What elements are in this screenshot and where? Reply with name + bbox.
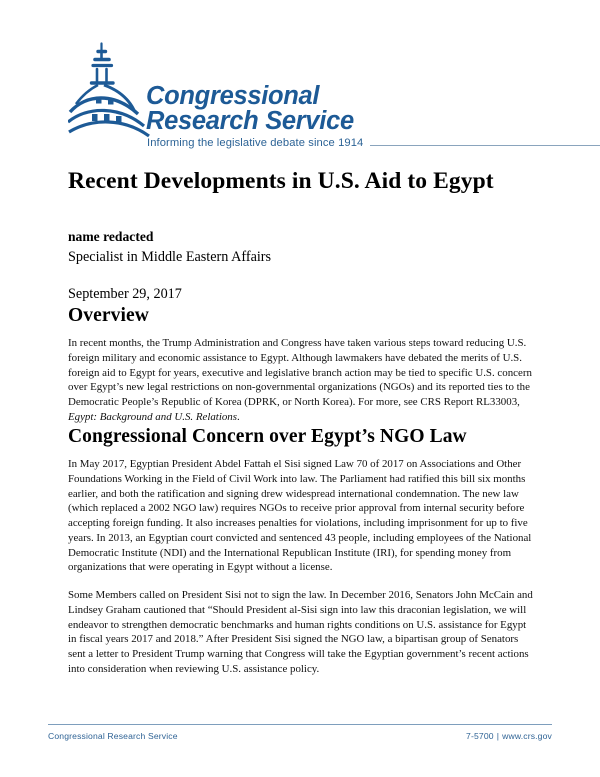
- footer-rule: [48, 724, 552, 725]
- capitol-dome-icon: [68, 40, 154, 140]
- masthead-tagline-row: [147, 137, 600, 149]
- overview-report-title: Egypt: Background and U.S. Relations: [68, 410, 237, 423]
- masthead-rule: [370, 145, 600, 146]
- overview-paragraph-text: In recent months, the Trump Administration and Congress have taken various steps toward reducing U.S. foreign military and economic assistance to Egypt. Although lawmakers have debated the merits of U.S. foreign aid to Egypt for years, executive and legislative branch action may be tied to specific U.S. concern over Egypt’s new legal restrictions on non-governmental organizations (NGOs) and its reported ties to the Democratic People’s Republic of Korea (DPRK, or North Korea). For more, see CRS Report RL33003,: [68, 336, 532, 409]
- author-name: name redacted: [68, 229, 154, 245]
- section-heading-overview: Overview: [68, 304, 149, 326]
- wordmark-line-congressional: Congressional: [146, 82, 320, 110]
- footer-contact: [466, 731, 552, 741]
- masthead-tagline: Informing the legislative debate since 1914: [147, 137, 364, 149]
- footer-phone: 7-5700: [466, 731, 494, 741]
- page-footer: [48, 724, 552, 741]
- footer-website-link[interactable]: www.crs.gov: [502, 731, 552, 741]
- crs-wordmark: [146, 84, 546, 134]
- publication-date: September 29, 2017: [68, 286, 182, 303]
- author-title: Specialist in Middle Eastern Affairs: [68, 248, 272, 265]
- footer-separator: |: [496, 731, 500, 741]
- overview-paragraph: [68, 336, 533, 425]
- document-content: [68, 168, 533, 677]
- page-title: Recent Developments in U.S. Aid to Egypt: [68, 168, 494, 194]
- ngo-law-paragraph-2: Some Members called on President Sisi not to sign the law. In December 2016, Senators John McCain and Lindsey Graham cautioned that “Should President al-Sisi sign into law this draconian legislation, we will endeavor to strengthen democratic benchmarks and human rights conditions on U.S. assistance for Egypt in fiscal years 2017 and 2018.” After President Sisi signed the NGO law, a bipartisan group of Senators sent a letter to President Trump warning that Congress will take the Egyptian government’s recent actions into consideration when reviewing U.S. assistance policy.: [68, 589, 533, 675]
- ngo-law-paragraph-1: In May 2017, Egyptian President Abdel Fattah el Sisi signed Law 70 of 2017 on Associations and Other Foundations Working in the Field of Civil Work into law. The Parliament had ratified this bill six months earlier, and both the ratification and signing drew widespread international condemnation. The new law (which replaced a 2002 NGO law) requires NGOs to receive prior approval from internal security before accepting foreign funding. It also increases penalties for violations, including imprisonment for up to five years. In 2013, an Egyptian court convicted and sentenced 43 people, including employees of the National Democratic Institute (NDI) and the International Republican Institute (IRI), for spending money from organizations that were operating in Egypt without a license.: [68, 457, 532, 574]
- overview-paragraph-end: .: [236, 410, 240, 423]
- section-heading-ngo-law: Congressional Concern over Egypt’s NGO Law: [68, 425, 467, 447]
- wordmark-line-research-service: Research Service: [146, 107, 354, 135]
- footer-row: [48, 731, 552, 741]
- crs-masthead: [68, 40, 548, 148]
- footer-organization: Congressional Research Service: [48, 731, 178, 741]
